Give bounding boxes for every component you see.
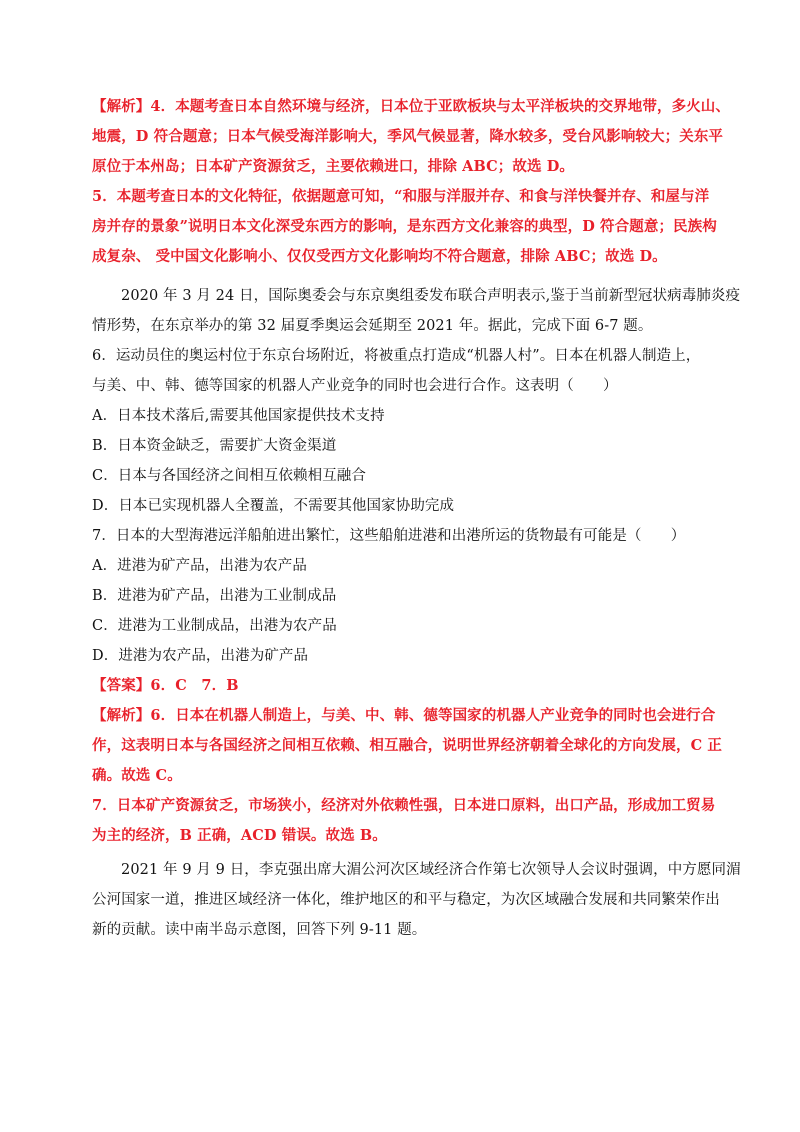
intro-911-line-3: 新的贡献。读中南半岛示意图，回答下列 9-11 题。	[92, 922, 427, 938]
question-7-option-c: C．进港为工业制成品，出港为农产品	[92, 618, 337, 634]
analysis-6-line-2: 作，这表明日本与各国经济之间相互依赖、相互融合，说明世界经济朝着全球化的方向发展，C 正	[92, 737, 722, 754]
analysis-5-line-3: 成复杂、 受中国文化影响小、仅仅受西方文化影响均不符合题意，排除 ABC；故选 D。	[92, 248, 667, 265]
analysis-4-line-2: 地震，D 符合题意；日本气候受海洋影响大，季风气候显著，降水较多，受台风影响较大；关东平	[92, 128, 724, 145]
intro-67-line-2: 情形势，在东京举办的第 32 届夏季奥运会延期至 2021 年。据此，完成下面 6-7 题。	[92, 318, 653, 334]
question-7-option-a: A．进港为矿产品，出港为农产品	[92, 558, 307, 574]
analysis-6-line-3: 确。故选 C。	[92, 767, 182, 784]
analysis-4-line-3: 原位于本州岛；日本矿产资源贫乏，主要依赖进口，排除 ABC；故选 D。	[92, 158, 574, 175]
question-6-stem-line-2: 与美、中、韩、德等国家的机器人产业竞争的同时也会进行合作。这表明（ ）	[92, 378, 618, 394]
intro-911-line-2: 公河国家一道，推进区域经济一体化，维护地区的和平与稳定，为次区域融合发展和共同繁荣作出	[92, 892, 720, 908]
analysis-5-line-1: 5．本题考查日本的文化特征，依据题意可知，“和服与洋服并存、和食与洋快餐并存、和屋与洋	[92, 188, 710, 205]
question-6-option-d: D．日本已实现机器人全覆盖，不需要其他国家协助完成	[92, 498, 455, 514]
analysis-7-line-2: 为主的经济，B 正确，ACD 错误。故选 B。	[92, 827, 387, 844]
question-7-stem: 7．日本的大型海港远洋船舶进出繁忙，这些船舶进港和出港所运的货物最有可能是（ ）	[92, 528, 686, 544]
answer-67: 【答案】6．C 7．B	[92, 677, 239, 694]
intro-67-line-1: 2020 年 3 月 24 日，国际奥委会与东京奥组委发布联合声明表示,鉴于当前新型冠状病毒肺炎疫	[121, 288, 741, 304]
intro-911-line-1: 2021 年 9 月 9 日，李克强出席大湄公河次区域经济合作第七次领导人会议时强调，中方愿同湄	[121, 862, 741, 878]
analysis-5-line-2: 房并存的景象”说明日本文化深受东西方的影响，是东西方文化兼容的典型，D 符合题意；民族构	[92, 218, 717, 235]
analysis-6-line-1: 【解析】6．日本在机器人制造上，与美、中、韩、德等国家的机器人产业竞争的同时也会进行合	[92, 707, 716, 724]
question-6-option-b: B．日本资金缺乏，需要扩大资金渠道	[92, 438, 337, 454]
question-7-option-d: D．进港为农产品，出港为矿产品	[92, 648, 309, 664]
question-6-stem-line-1: 6．运动员住的奥运村位于东京台场附近，将被重点打造成“机器人村”。日本在机器人制造上，	[92, 348, 701, 364]
question-6-option-a: A．日本技术落后,需要其他国家提供技术支持	[92, 408, 385, 424]
question-6-option-c: C．日本与各国经济之间相互依赖相互融合	[92, 468, 366, 484]
analysis-4-line-1: 【解析】4．本题考查日本自然环境与经济，日本位于亚欧板块与太平洋板块的交界地带，多火山、	[92, 98, 730, 115]
analysis-7-line-1: 7．日本矿产资源贫乏，市场狭小，经济对外依赖性强，日本进口原料，出口产品，形成加工贸易	[92, 797, 716, 814]
question-7-option-b: B．进港为矿产品，出港为工业制成品	[92, 588, 337, 604]
